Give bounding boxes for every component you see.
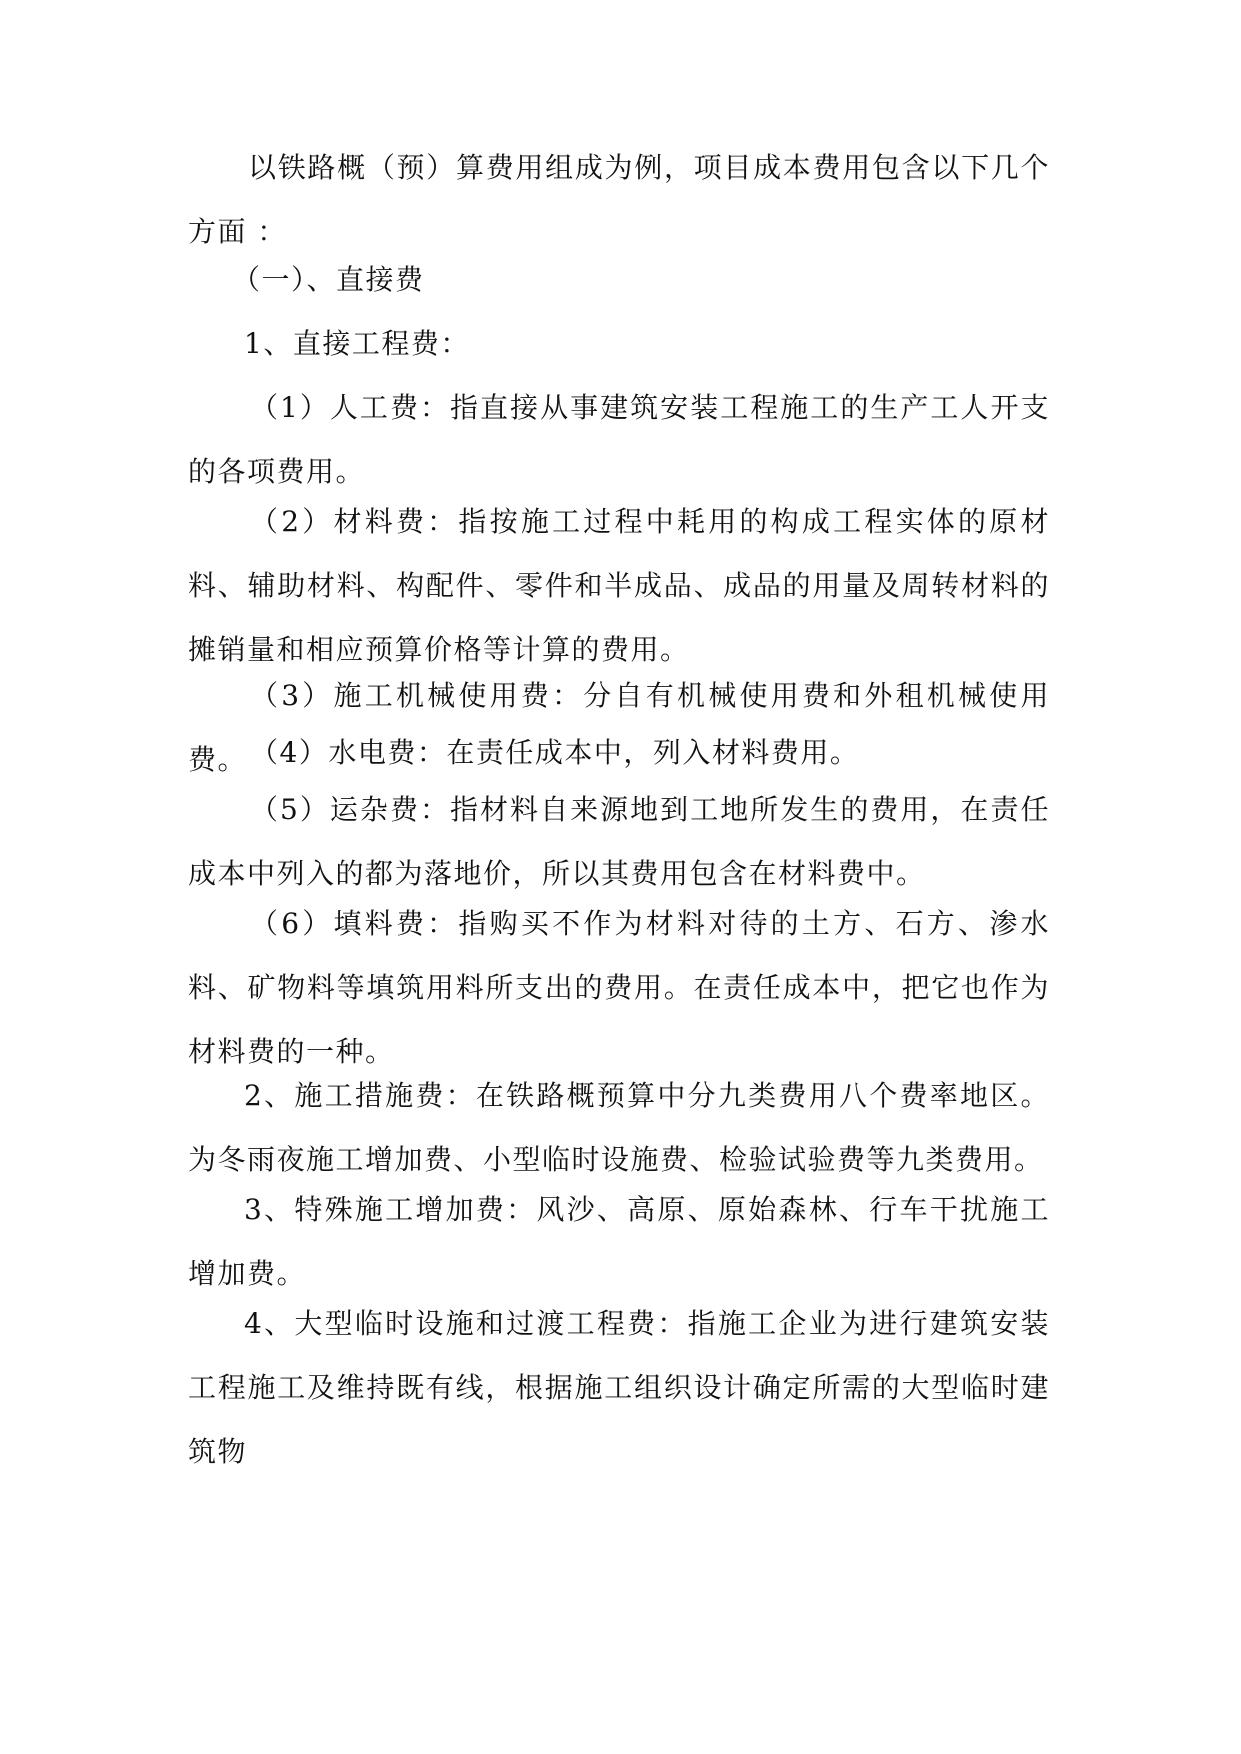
item-utility-cost: （4）水电费：在责任成本中，列入材料费用。: [250, 736, 860, 769]
item-labor-cost: （1）人工费：指直接从事建筑安装工程施工的生产工人开支的各项费用。: [188, 391, 1050, 488]
subsection-special-construction: 3、特殊施工增加费：风沙、高原、原始森林、行车干扰施工增加费。: [188, 1193, 1050, 1290]
item-transport-cost: （5）运杂费：指材料自来源地到工地所发生的费用，在责任成本中列入的都为落地价，所以其费用包含在材料费中。: [188, 793, 1050, 890]
item-material-cost: （2）材料费：指按施工过程中耗用的构成工程实体的原材料、辅助材料、构配件、零件和半成品、成品的用量及周转材料的摊销量和相应预算价格等计算的费用。: [188, 505, 1050, 666]
subsection-heading-direct-engineering: 1、直接工程费：: [244, 327, 470, 360]
item-fill-cost: （6）填料费：指购买不作为材料对待的土方、石方、渗水料、矿物料等填筑用料所支出的费用。在责任成本中，把它也作为材料费的一种。: [188, 907, 1050, 1068]
subsection-large-temporary-facilities: 4、大型临时设施和过渡工程费：指施工企业为进行建筑安装工程施工及维持既有线，根据施工组织设计确定所需的大型临时建筑物: [188, 1307, 1050, 1468]
item-machinery-cost: （3）施工机械使用费：分自有机械使用费和外租机械使用费。: [188, 679, 1050, 776]
subsection-construction-measures: 2、施工措施费：在铁路概预算中分九类费用八个费率地区。为冬雨夜施工增加费、小型临时设施费、检验试验费等九类费用。: [188, 1079, 1050, 1176]
intro-paragraph: 以铁路概（预）算费用组成为例，项目成本费用包含以下几个方面 ：: [188, 151, 1050, 248]
section-heading-direct-cost: （一）、直接费: [232, 263, 425, 296]
